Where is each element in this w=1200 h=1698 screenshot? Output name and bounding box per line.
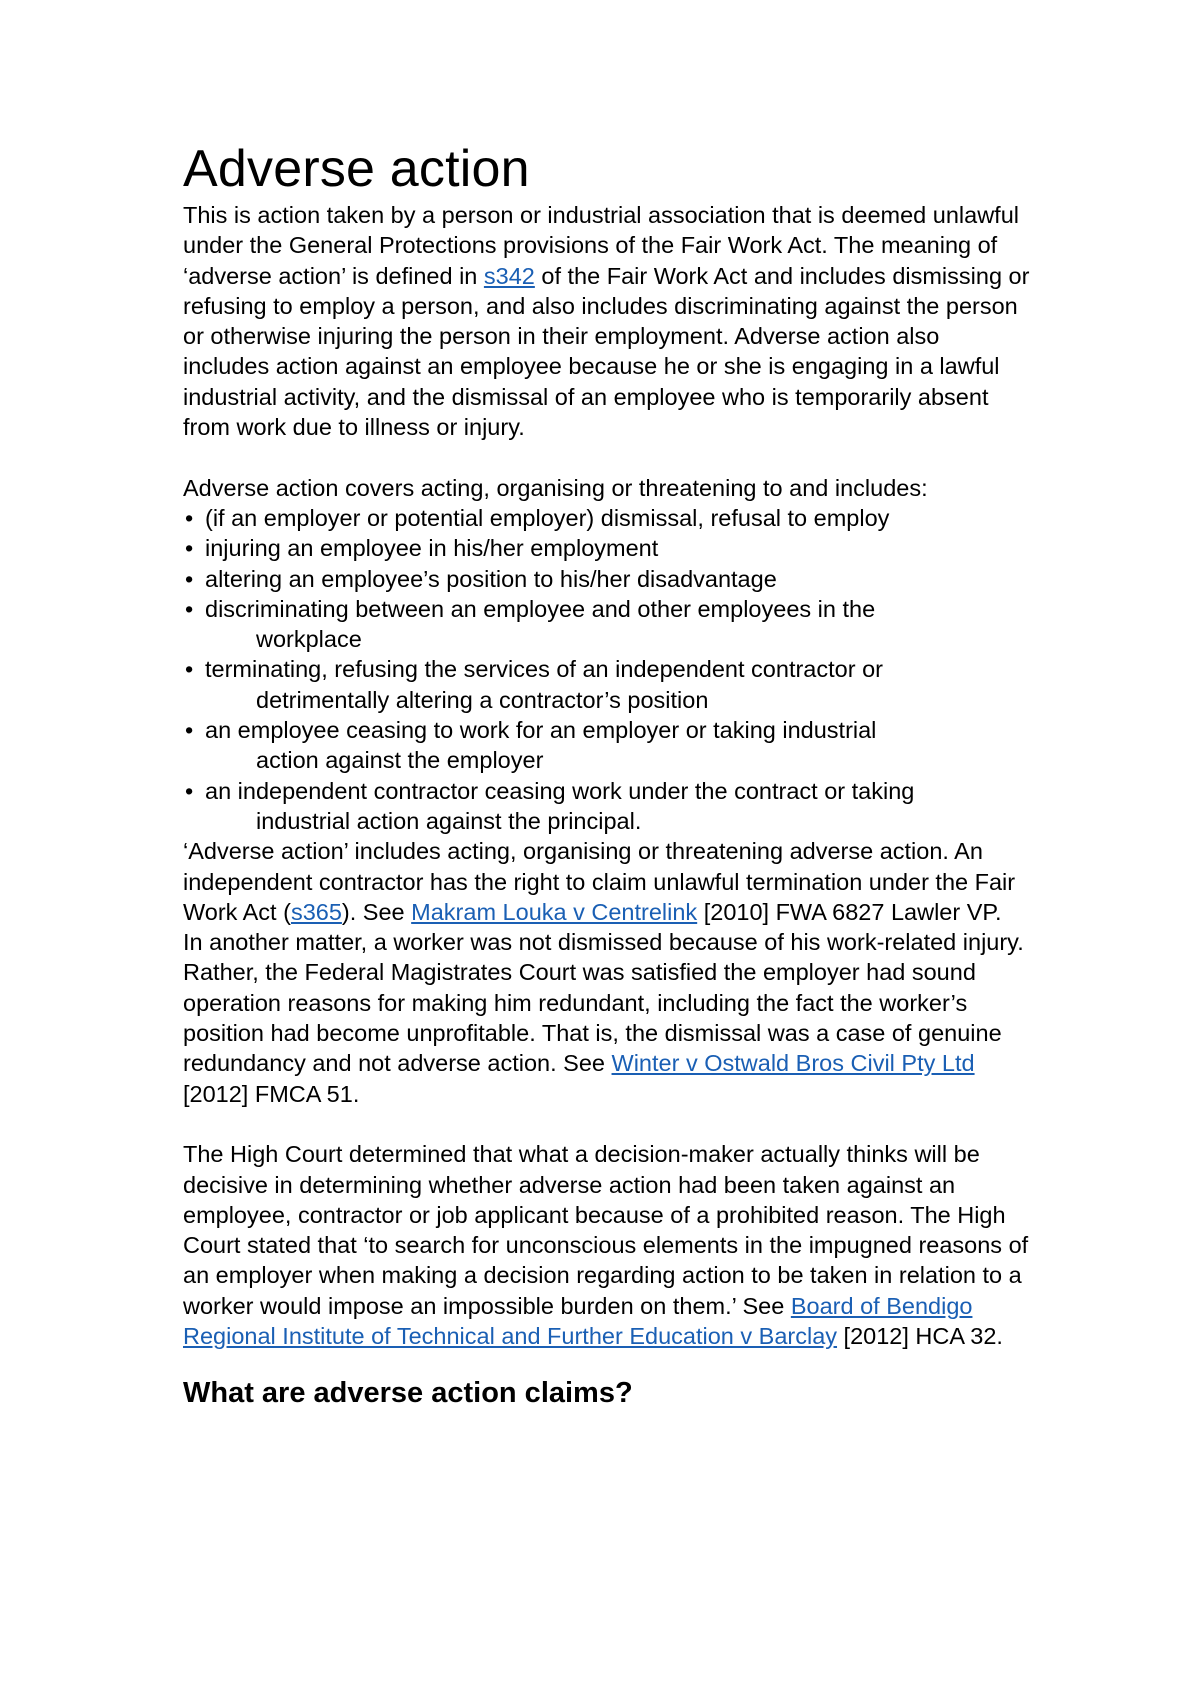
list-item-continuation: industrial action against the principal.: [256, 807, 642, 834]
bullet-icon: •: [185, 535, 194, 562]
link-s342[interactable]: s342: [483, 262, 535, 289]
intro-text-2: of the Fair Work Act and includes dismissing or refusing to employ a person, and also includes discriminating against the person or otherwise injuring the person in their employment. Adverse action also includes action against an employee because he or she is engaging in a lawful industrial activity, and the dismissal of an employee who is temporarily absent from work due to illness or injury.: [183, 262, 1030, 441]
list-item: [183, 564, 1030, 594]
high-court-text-2: [2012] HCA 32.: [837, 1322, 1003, 1349]
list-item: [183, 776, 1030, 837]
list-item: [183, 533, 1030, 563]
redundancy-text-2: [2012] FMCA 51.: [183, 1080, 360, 1107]
list-item-text: discriminating between an employee and other employees in the: [205, 595, 876, 622]
list-item-text: an independent contractor ceasing work under the contract or taking: [205, 777, 915, 804]
high-court-text-1: The High Court determined that what a decision-maker actually thinks will be decisive in determining whether adverse action had been taken against an employee, contractor or job applicant because of a prohibited reason. The High Court stated that ‘to search for unconscious elements in the impugned reasons of an employer when making a decision regarding action to be taken in relation to a worker would impose an impossible burden on them.’ See: [183, 1141, 1029, 1319]
intro-paragraph: [183, 200, 1030, 442]
bullet-icon: •: [185, 777, 194, 804]
high-court-paragraph: [183, 1139, 1030, 1351]
contractor-text-1: ‘Adverse action’ includes acting, organising or threatening adverse action. An independent contractor has the right to claim unlawful termination under the Fair Work Act (: [183, 838, 1016, 925]
redundancy-text-1: In another matter, a worker was not dismissed because of his work-related injury. Rather, the Federal Magistrates Court was satisfied the employer had sound operation reasons for making him redundant, including the fact the worker’s position had become unprofitable. That is, the dismissal was a case of genuine redundancy and not adverse action. See: [183, 929, 1024, 1077]
list-item-text: terminating, refusing the services of an independent contractor or: [205, 656, 883, 683]
list-item-text: an employee ceasing to work for an employer or taking industrial: [205, 717, 877, 744]
bullet-icon: •: [185, 717, 194, 744]
link-bendigo-v-barclay[interactable]: Board of Bendigo Regional Institute of Technical and Further Education v Barclay: [183, 1292, 973, 1349]
list-intro: Adverse action covers acting, organising or threatening to and includes:: [183, 474, 928, 501]
intro-text-1: This is action taken by a person or industrial association that is deemed unlawful under the General Protections provisions of the Fair Work Act. The meaning of ‘adverse action’ is defined in: [183, 202, 1020, 289]
bullet-icon: •: [185, 504, 194, 531]
link-makram-louka[interactable]: Makram Louka v Centrelink: [411, 898, 698, 925]
contractor-text-3: [2010] FWA 6827 Lawler VP.: [697, 898, 1002, 925]
list-item-text: (if an employer or potential employer) dismissal, refusal to employ: [205, 504, 890, 531]
bullet-icon: •: [185, 595, 194, 622]
list-item: [183, 654, 1030, 715]
list-item: [183, 715, 1030, 776]
paragraph-gap: [183, 1109, 1030, 1139]
list-item-text: altering an employee’s position to his/her disadvantage: [205, 565, 777, 592]
contractor-text-2: ). See: [341, 898, 412, 925]
redundancy-paragraph: [183, 927, 1030, 1109]
adverse-action-list: [183, 503, 1030, 836]
list-item-text: injuring an employee in his/her employment: [205, 535, 659, 562]
page-title: Adverse action: [183, 140, 530, 198]
list-item-continuation: detrimentally altering a contractor’s position: [256, 686, 709, 713]
list-item-continuation: workplace: [256, 626, 362, 653]
list-item: [183, 594, 1030, 655]
list-item: [183, 503, 1030, 533]
bullet-icon: •: [185, 565, 194, 592]
bullet-icon: •: [185, 656, 194, 683]
paragraph-gap: [183, 442, 1030, 472]
list-item-continuation: action against the employer: [256, 747, 544, 774]
section-heading: What are adverse action claims?: [183, 1377, 633, 1410]
contractor-paragraph: [183, 836, 1030, 927]
link-s365[interactable]: s365: [290, 898, 342, 925]
link-winter-v-ostwald[interactable]: Winter v Ostwald Bros Civil Pty Ltd: [611, 1050, 975, 1077]
